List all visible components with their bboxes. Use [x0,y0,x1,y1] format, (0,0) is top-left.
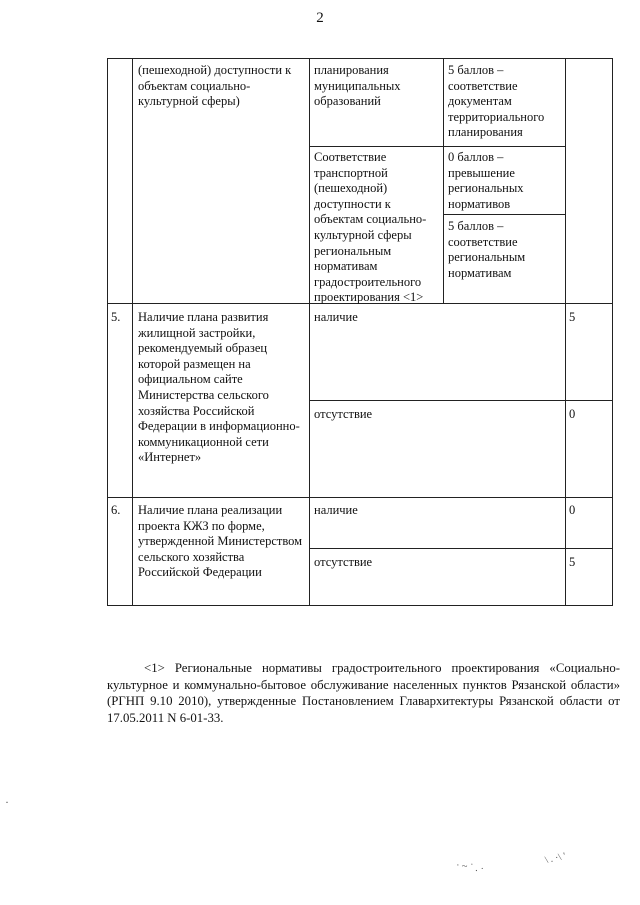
option-cell: отсутствие [314,407,373,421]
scan-speck: · [5,795,9,809]
divider-line [443,214,565,215]
option-cell: 0 баллов – превышение региональных нормативов [448,150,524,211]
scan-mark: · ~ ˙ . · [455,860,485,875]
option-cell: наличие [314,503,358,517]
divider-line [309,146,565,147]
column-divider-line [565,58,566,606]
scan-mark: \ . ·\ ' [544,850,567,867]
row-divider-line [107,497,613,498]
option-cell: 5 баллов – соответствие документам территориального планирования [448,63,545,140]
score-cell: 0 [569,503,576,517]
option-cell: отсутствие [314,555,373,569]
score-cell: 0 [569,407,576,421]
page-number: 2 [316,10,324,26]
divider-line [309,548,613,549]
row-number: 5. [111,310,121,324]
criterion-cell: Наличие плана реализации проекта КЖЗ по форме, утвержденной Министерством сельского хозяйства Российской Федерации [138,503,303,580]
table-left-border [107,58,108,606]
criterion-cell: Наличие плана развития жилищной застройки, рекомендуемый образец которой размещен на официальном сайте Министерства сельского хозяйства Российской Федерации в информационно- коммуникационной сети «Интернет» [138,310,300,465]
table-bottom-border [107,605,613,606]
option-cell: наличие [314,310,358,324]
indicator-cell: Соответствие транспортной (пешеходной) доступности к объектам социально- культурной сферы региональным нормативам градостроительного проектирования <1> [314,150,427,305]
row-number: 6. [111,503,121,517]
option-cell: 5 баллов – соответствие региональным нормативам [448,219,526,280]
column-divider-line [443,58,444,304]
table-right-border [612,58,613,606]
divider-line [309,400,613,401]
criterion-cell: (пешеходной) доступности к объектам социально- культурной сферы) [138,63,292,109]
score-cell: 5 [569,555,576,569]
column-divider-line [132,58,133,606]
table-top-border [107,58,613,59]
score-cell: 5 [569,310,576,324]
footnote: <1> Региональные нормативы градостроительного проектирования «Социально-культурное и коммунально-бытовое обслуживание населенных пунктов Рязанской области» (РГНП 9.10 2010), утвержденные Постановлением Главархитектуры Рязанской области от 17.05.2011 N 6-01-33. [107,661,620,725]
indicator-cell: планирования муниципальных образований [314,63,401,109]
